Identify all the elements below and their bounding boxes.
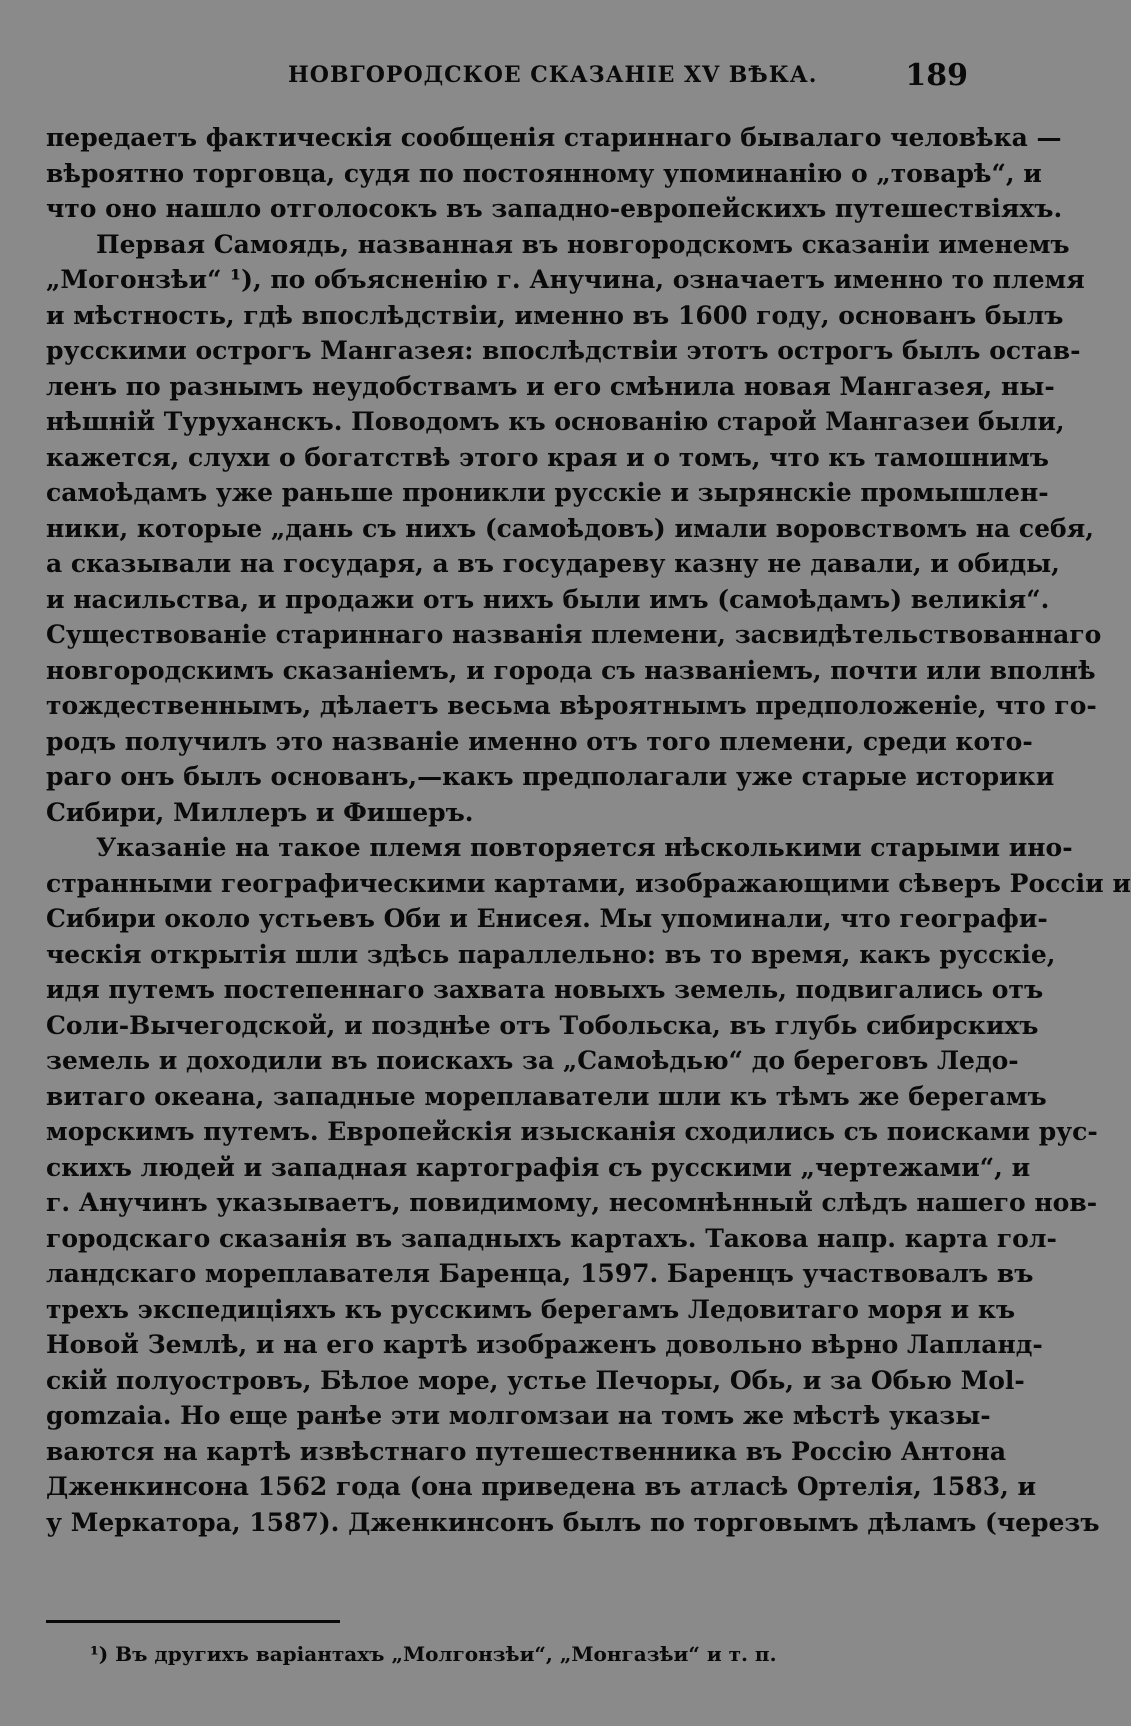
page-header xyxy=(46,58,968,98)
text-line: и насильства, и продажи отъ нихъ были имъ (самоѣдамъ) великія“. xyxy=(46,584,1050,614)
text-line: самоѣдамъ уже раньше проникли русскіе и зырянскіе промышлен- xyxy=(46,478,1049,507)
text-line: вѣроятно торговца, судя по постоянному упоминанію о „товарѣ“, и xyxy=(46,158,1042,188)
footnote-divider xyxy=(46,1620,340,1623)
text-line: Указаніе на такое племя повторяется нѣсколькими старыми ино- xyxy=(96,833,1073,862)
text-line: кажется, слухи о богатствѣ этого края и о томъ, что къ тамошнимъ xyxy=(46,442,1049,472)
text-line: ленъ по разнымъ неудобствамъ и его смѣнила новая Мангазея, ны- xyxy=(46,371,1055,401)
text-line: что оно нашло отголосокъ въ западно-европейскихъ путешествіяхъ. xyxy=(46,194,1063,223)
text-line: Новой Землѣ, и на его картѣ изображенъ довольно вѣрно Лапланд- xyxy=(46,1330,1043,1359)
footnote: ¹) Въ другихъ варіантахъ „Молгонзѣи“, „Монгазѣи“ и т. п. xyxy=(90,1642,777,1666)
text-line: ваются на картѣ извѣстнаго путешественника въ Россію Антона xyxy=(46,1436,1007,1466)
text-line: Соли-Вычегодской, и позднѣе отъ Тобольска, въ глубь сибирскихъ xyxy=(46,1010,1039,1040)
text-line: витаго океана, западные мореплаватели шли къ тѣмъ же берегамъ xyxy=(46,1081,1047,1111)
text-line: Дженкинсона 1562 года (она приведена въ атласѣ Ортелія, 1583, и xyxy=(46,1472,1037,1501)
text-line: и мѣстность, гдѣ впослѣдствіи, именно въ 1600 году, основанъ былъ xyxy=(46,300,1064,330)
text-line: нѣшній Туруханскъ. Поводомъ къ основанію старой Мангазеи были, xyxy=(46,407,1065,436)
page-number: 189 xyxy=(905,58,968,93)
text-line: ландскаго мореплавателя Баренца, 1597. Баренцъ участвовалъ въ xyxy=(46,1259,1034,1288)
text-line: передаетъ фактическія сообщенія стариннаго бывалаго человѣка — xyxy=(46,123,1062,152)
text-line: „Могонзѣи“ ¹), по объясненію г. Анучина, означаетъ именно то племя xyxy=(46,265,1085,294)
text-line: gomzaia. Но еще ранѣе эти молгомзаи на томъ же мѣстѣ указы- xyxy=(46,1401,991,1430)
text-line: трехъ экспедиціяхъ къ русскимъ берегамъ Ледовитаго моря и къ xyxy=(46,1294,1016,1324)
text-line: скихъ людей и западная картографія съ русскими „чертежами“, и xyxy=(46,1152,1031,1182)
text-line: г. Анучинъ указываетъ, повидимому, несомнѣнный слѣдъ нашего нов- xyxy=(46,1188,1098,1217)
text-line: земель и доходили въ поискахъ за „Самоѣдью“ до береговъ Ледо- xyxy=(46,1046,1019,1075)
text-line: морскимъ путемъ. Европейскія изысканія сходились съ поисками рус- xyxy=(46,1117,1098,1146)
text-line: ческія открытія шли здѣсь параллельно: въ то время, какъ русскіе, xyxy=(46,939,1056,969)
text-line: Существованіе стариннаго названія племени, засвидѣтельствованнаго xyxy=(46,620,1102,649)
text-line: раго онъ былъ основанъ,—какъ предполагали уже старые историки xyxy=(46,762,1055,791)
text-line: а сказывали на государя, а въ государеву казну не давали, и обиды, xyxy=(46,549,1060,578)
text-line: новгородскимъ сказаніемъ, и города съ названіемъ, почти или вполнѣ xyxy=(46,655,1096,685)
text-line: Сибири около устьевъ Оби и Енисея. Мы упоминали, что географи- xyxy=(46,904,1048,933)
text-line: городскаго сказанія въ западныхъ картахъ. Такова напр. карта гол- xyxy=(46,1223,1057,1253)
body-text xyxy=(46,120,1131,1540)
text-line: скій полуостровъ, Бѣлое море, устье Печоры, Обь, и за Обью Mol- xyxy=(46,1365,1025,1395)
text-line: у Меркатора, 1587). Дженкинсонъ былъ по торговымъ дѣламъ (черезъ xyxy=(46,1507,1100,1537)
text-line: идя путемъ постепеннаго захвата новыхъ земель, подвигались отъ xyxy=(46,975,1044,1004)
running-head: НОВГОРОДСКОЕ СКАЗАНІЕ XV ВѢКА. xyxy=(288,62,818,88)
text-line: Сибири, Миллеръ и Фишеръ. xyxy=(46,797,474,827)
text-line: Первая Самоядь, названная въ новгородскомъ сказаніи именемъ xyxy=(96,229,1070,259)
text-line: русскими острогъ Мангазея: впослѣдствіи этотъ острогъ былъ остав- xyxy=(46,336,1081,365)
text-line: родъ получилъ это названіе именно отъ того племени, среди кото- xyxy=(46,726,1033,756)
text-line: странными географическими картами, изображающими сѣверъ Россіи и xyxy=(46,868,1131,898)
text-line: тождественнымъ, дѣлаетъ весьма вѣроятнымъ предположеніе, что го- xyxy=(46,691,1097,720)
text-line: ники, которые „дань съ нихъ (самоѣдовъ) имали воровствомъ на себя, xyxy=(46,513,1094,543)
